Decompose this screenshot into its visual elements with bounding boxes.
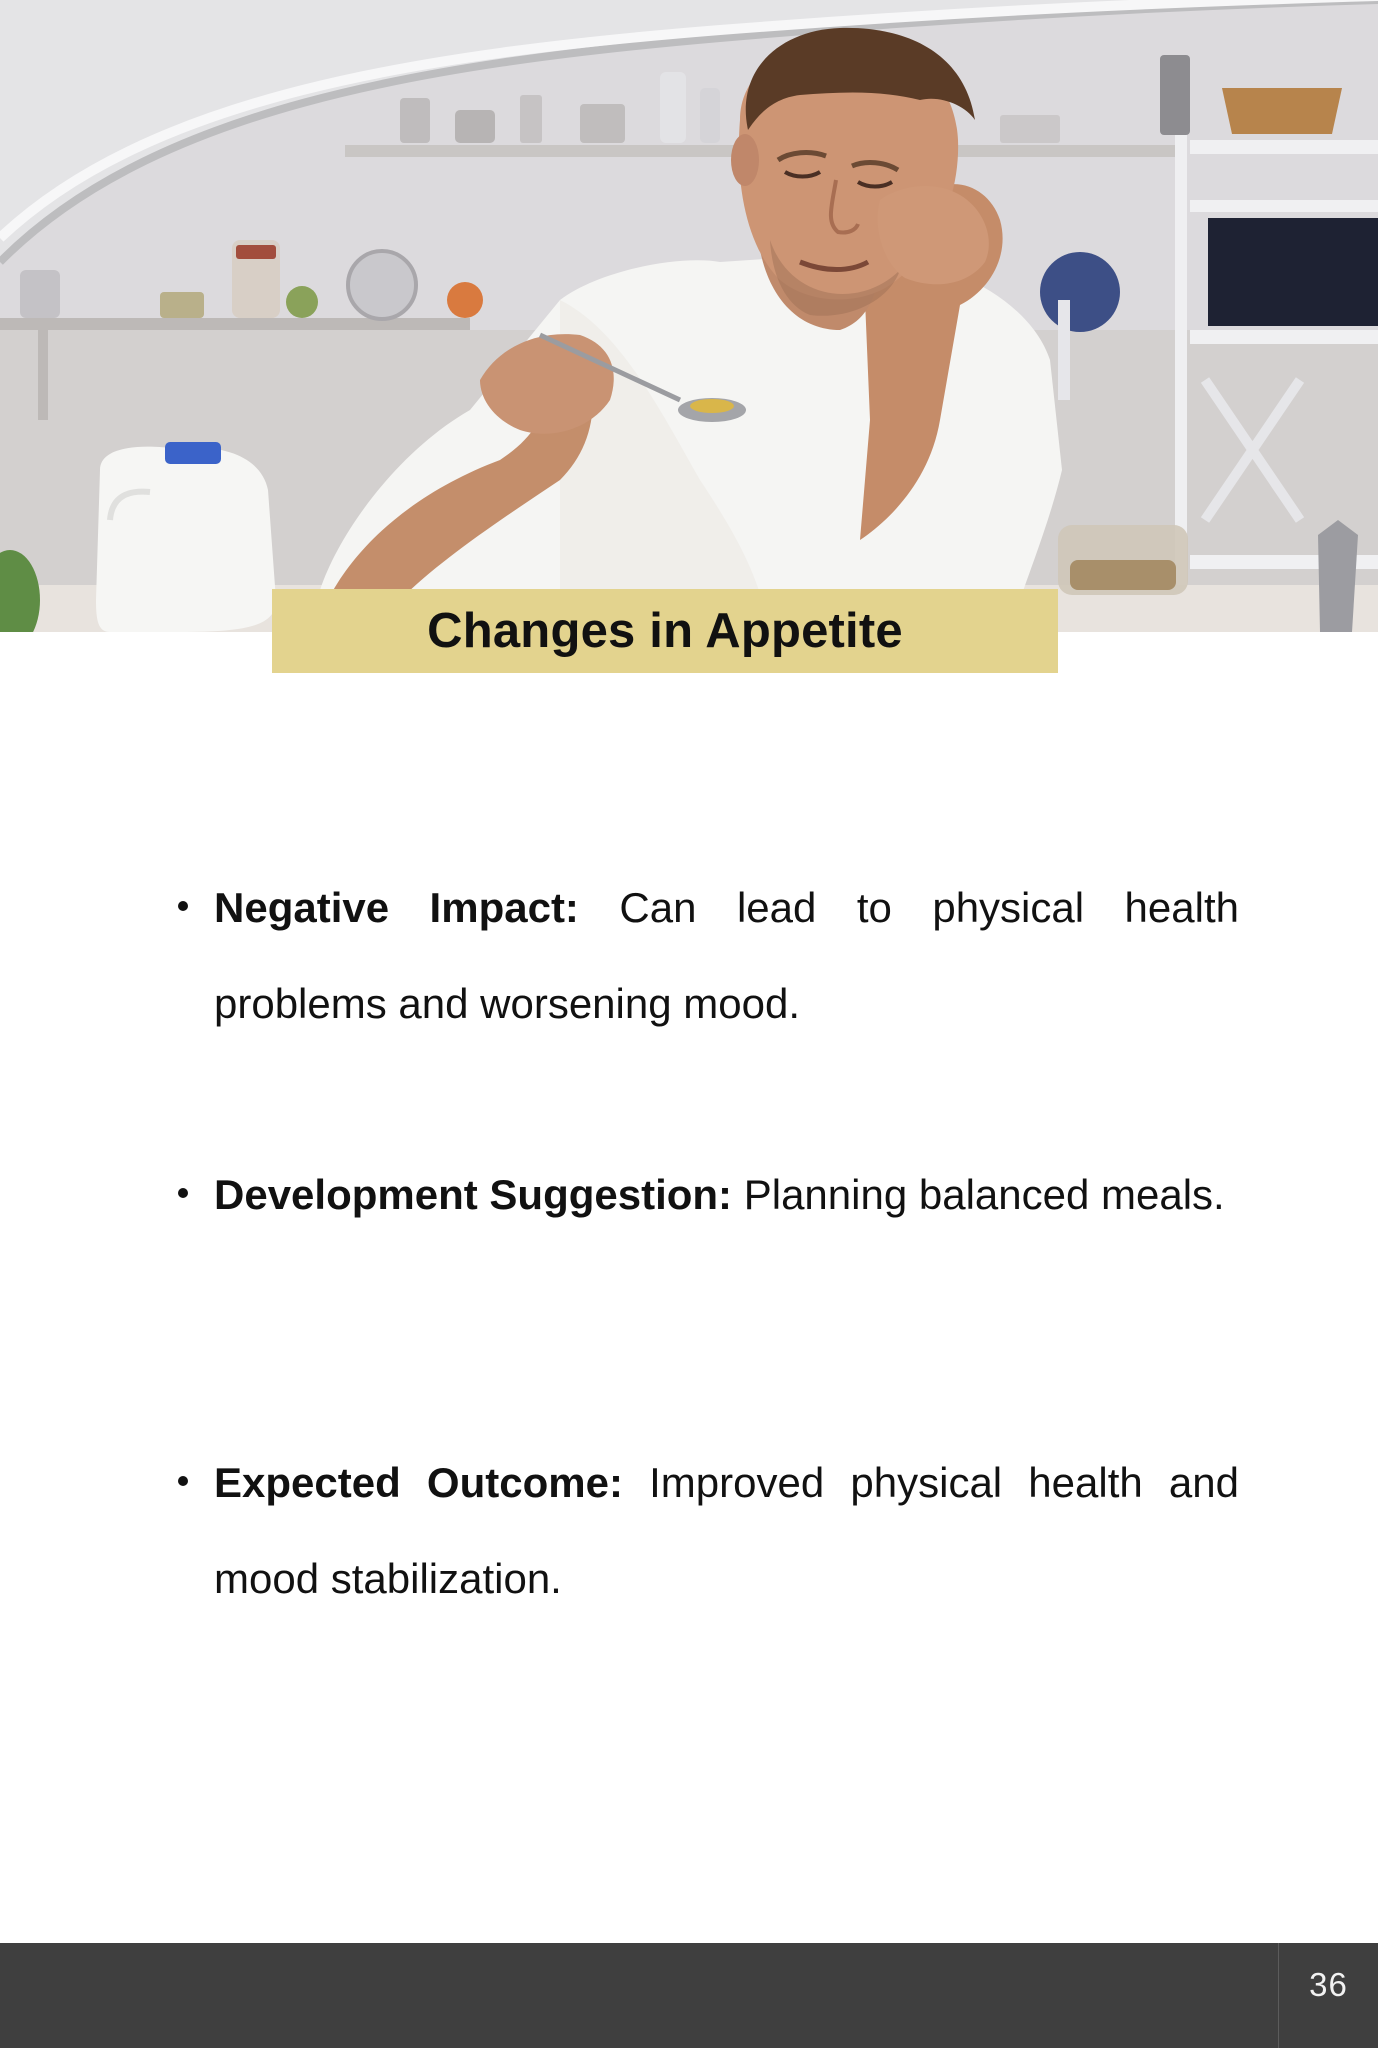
bullet-label: Expected Outcome: bbox=[214, 1459, 623, 1506]
list-item-expected-outcome bbox=[214, 1435, 1239, 1627]
footer-bar bbox=[0, 1943, 1378, 2048]
page-number: 36 bbox=[1309, 1966, 1348, 2003]
page-title: Changes in Appetite bbox=[427, 604, 903, 658]
hero-photo bbox=[0, 0, 1378, 632]
title-banner bbox=[272, 589, 1058, 673]
bullet-dot-icon bbox=[178, 1188, 188, 1198]
bullet-text: Can lead to physical health problems and worsening mood. bbox=[214, 884, 1239, 1027]
kitchen-scene-illustration bbox=[0, 0, 1378, 632]
bullet-label: Development Suggestion: bbox=[214, 1171, 733, 1218]
list-item-negative-impact bbox=[214, 860, 1239, 1052]
bullet-label: Negative Impact: bbox=[214, 884, 579, 931]
bullet-text: Improved physical health and mood stabilization. bbox=[214, 1459, 1240, 1602]
bullet-text: Planning balanced meals. bbox=[732, 1171, 1225, 1218]
bullet-dot-icon bbox=[178, 1476, 188, 1486]
list-item-development-suggestion bbox=[214, 1147, 1239, 1243]
bullet-dot-icon bbox=[178, 901, 188, 911]
